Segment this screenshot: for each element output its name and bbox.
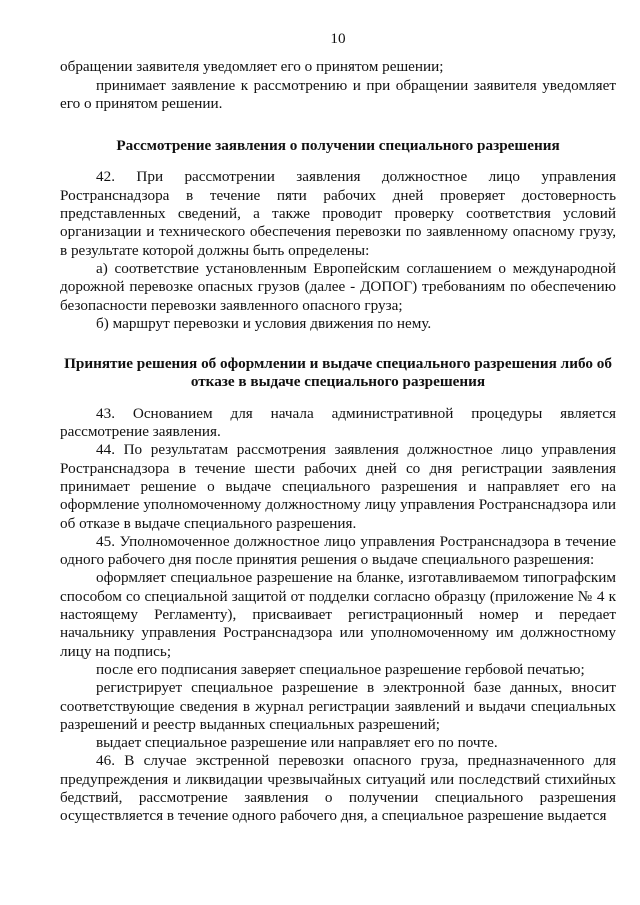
paragraph-42-a: а) соответствие установленным Европейским соглашением о международной дорожной перевозке опасных грузов (далее - ДОПОГ) требованиям по обеспечению безопасности перевозки заявленного опасного груза; — [60, 259, 616, 314]
paragraph-42: 42. При рассмотрении заявления должностное лицо управления Ространснадзора в течение пяти рабочих дней проверяет достоверность представленных сведений, а также проводит проверку соответствия условий организации и технического обеспечения перевозки по заявленному опасному грузу, в результате которой должны быть определены: — [60, 168, 616, 259]
paragraph-accept-application: принимает заявление к рассмотрению и при обращении заявителя уведомляет его о принятом решении. — [60, 76, 616, 112]
paragraph-46: 46. В случае экстренной перевозки опасного груза, предназначенного для предупреждения и ликвидации чрезвычайных ситуаций или последствий стихийных бедствий, рассмотрение заявления о получении специального разрешения осуществляется в течение одного рабочего дня, а специальное разрешение выдается — [60, 752, 616, 825]
section-heading-decision: Принятие решения об оформлении и выдаче специального разрешения либо об отказе в выдаче специального разрешения — [64, 355, 612, 391]
paragraph-45-issue-form: оформляет специальное разрешение на бланке, изготавливаемом типографским способом со специальной защитой от подделки согласно образцу (приложение № 4 к настоящему Регламенту), присваивает регистрационный номер и передает начальнику управления Ространснадзора или уполномоченному им должностному лицу на подпись; — [60, 569, 616, 660]
paragraph-45-stamp: после его подписания заверяет специальное разрешение гербовой печатью; — [96, 660, 585, 678]
paragraph-45-deliver: выдает специальное разрешение или направляет его по почте. — [96, 734, 498, 752]
paragraph-continuation: обращении заявителя уведомляет его о принятом решении; — [60, 58, 444, 76]
paragraph-45: 45. Уполномоченное должностное лицо управления Ространснадзора в течение одного рабочего дня после принятия решения о выдаче специального разрешения: — [60, 532, 616, 569]
paragraph-44: 44. По результатам рассмотрения заявления должностное лицо управления Ространснадзора в течение шести рабочих дней со дня регистрации заявления принимает решение о выдаче специального разрешения и направляет его на оформление уполномоченному должностному лицу управления Ространснадзора или об отказе в выдаче специального разрешения. — [60, 441, 616, 532]
paragraph-45-register: регистрирует специальное разрешение в электронной базе данных, вносит соответствующие сведения в журнал регистрации заявлений и выдачи специальных разрешений и реестр выданных специальных разрешений; — [60, 679, 616, 733]
document-page — [60, 30, 616, 826]
page-number: 10 — [330, 30, 346, 47]
section-heading-review: Рассмотрение заявления о получении специального разрешения — [116, 137, 560, 155]
paragraph-42-b: б) маршрут перевозки и условия движения по нему. — [96, 314, 432, 332]
paragraph-43: 43. Основанием для начала административной процедуры является рассмотрение заявления. — [60, 404, 616, 441]
